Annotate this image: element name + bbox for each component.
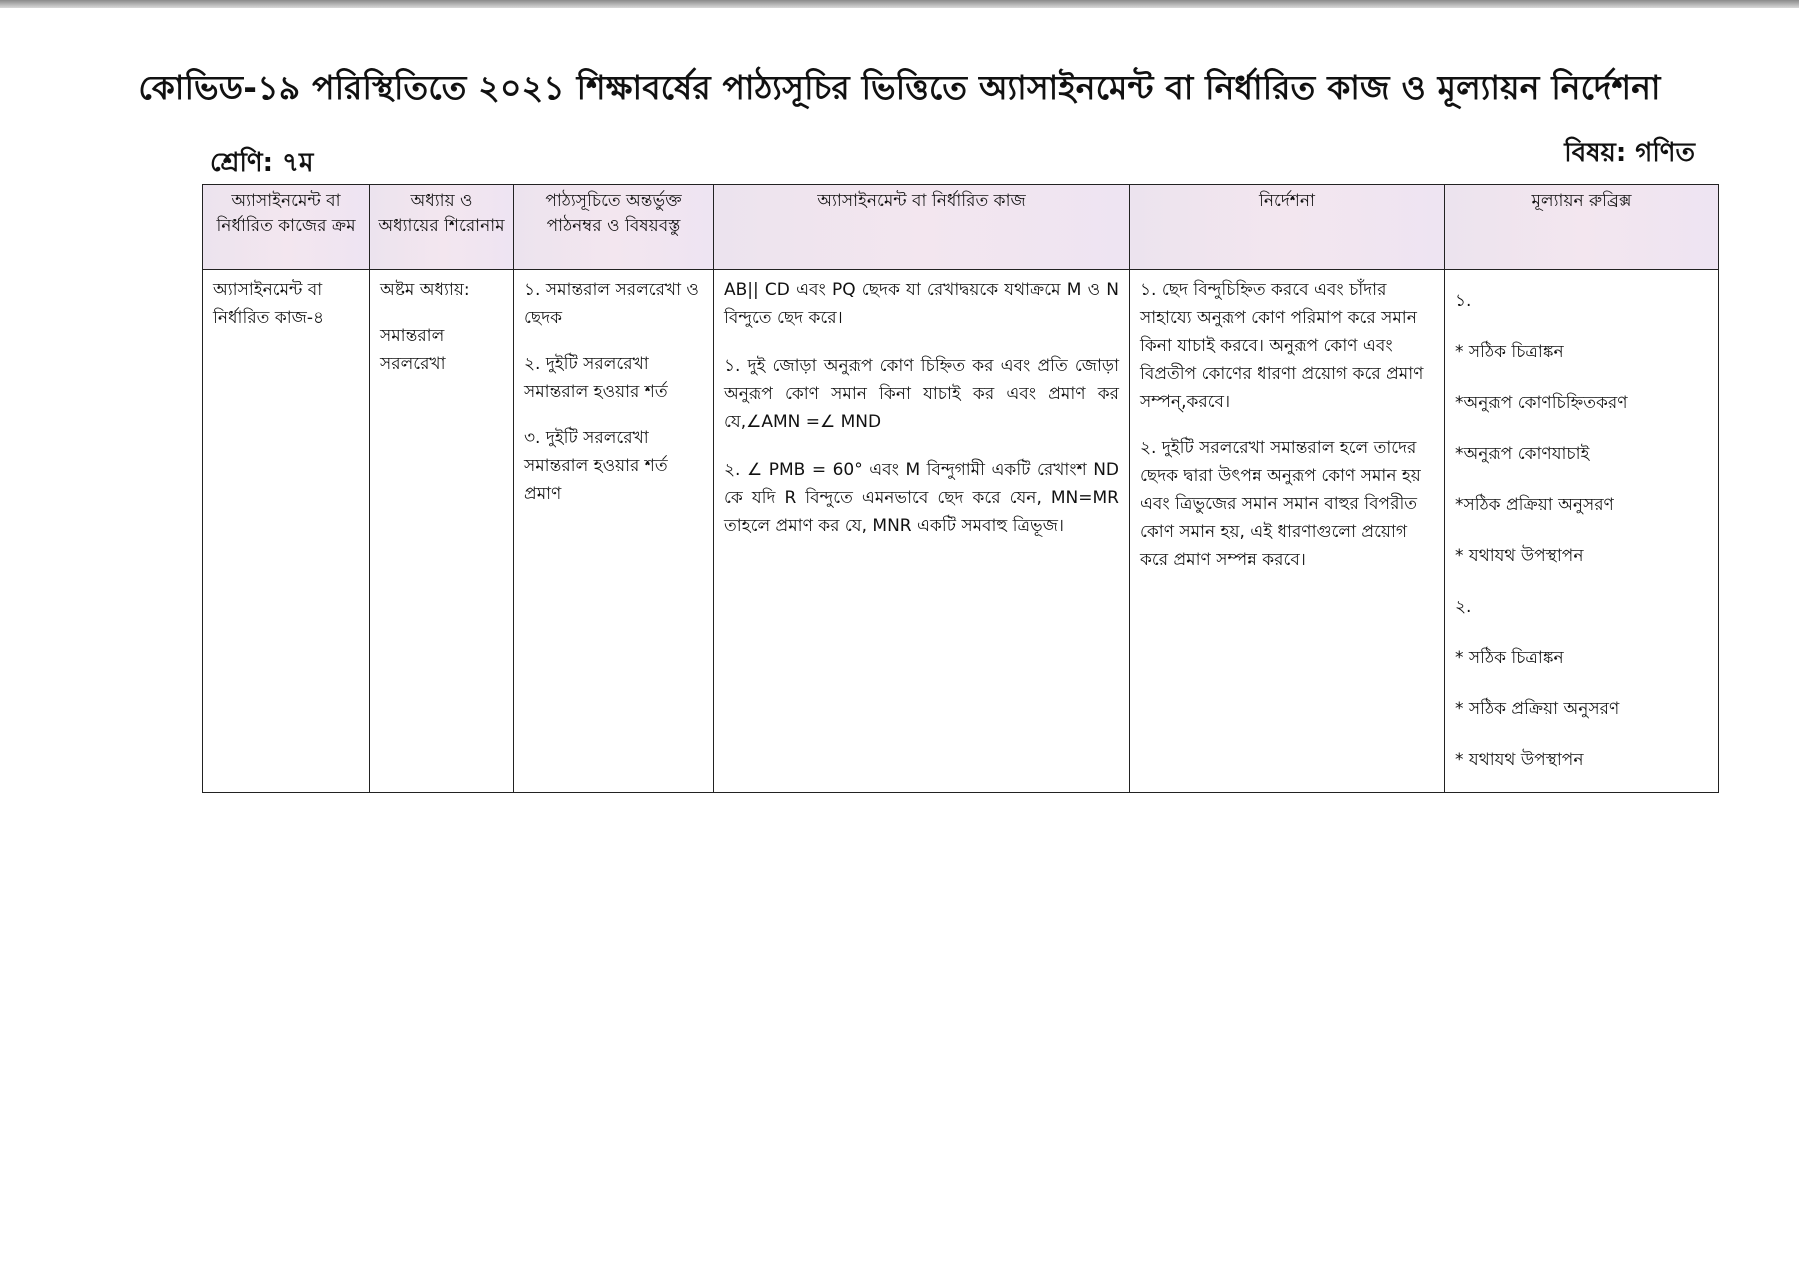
- rubric-item: * যথাযথ উপস্থাপন: [1455, 546, 1584, 566]
- table-header-row: [203, 185, 1719, 270]
- cell-assignment-no: [203, 270, 370, 793]
- table-row: [203, 270, 1719, 793]
- cell-chapter: [370, 270, 514, 793]
- cell-rubrics: [1445, 270, 1719, 793]
- lesson-item: ২. দুইটি সরলরেখা সমান্তরাল হওয়ার শর্ত: [524, 354, 668, 402]
- header-guidelines: নির্দেশনা: [1130, 185, 1445, 270]
- cell-lessons: [514, 270, 714, 793]
- scan-top-edge: [0, 0, 1799, 8]
- rubric-item: ১.: [1455, 291, 1472, 311]
- cell-guidelines: [1130, 270, 1445, 793]
- rubric-item: *সঠিক প্রক্রিয়া অনুসরণ: [1455, 495, 1614, 515]
- class-label: শ্রেণি: ৭ম: [210, 148, 314, 178]
- rubric-item: * যথাযথ উপস্থাপন: [1455, 750, 1584, 770]
- header-assignment-no: অ্যাসাইনমেন্ট বা নির্ধারিত কাজের ক্রম: [203, 185, 370, 270]
- cell-task: [714, 270, 1130, 793]
- page-title: কোভিড-১৯ পরিস্থিতিতে ২০২১ শিক্ষাবর্ষের পাঠ্যসূচির ভিত্তিতে অ্যাসাইনমেন্ট বা নির্ধারিত কাজ ও মূল্যায়ন নির্দেশনা: [138, 68, 1661, 107]
- subject-label: বিষয়: গণিত: [1564, 138, 1695, 168]
- assignment-table: [202, 184, 1719, 793]
- lesson-item: ১. সমান্তরাল সরলরেখা ও ছেদক: [524, 280, 699, 328]
- rubric-item: * সঠিক প্রক্রিয়া অনুসরণ: [1455, 699, 1620, 719]
- header-rubrics: মূল্যায়ন রুব্রিক্স: [1445, 185, 1719, 270]
- header-chapter: অধ্যায় ও অধ্যায়ের শিরোনাম: [370, 185, 514, 270]
- chapter-title: সমান্তরাল সরলরেখা: [380, 326, 446, 374]
- task-question-1: ১. দুই জোড়া অনুরূপ কোণ চিহ্নিত কর এবং প্রতি জোড়া অনুরূপ কোণ সমান কিনা যাচাই কর এবং প্রমাণ কর যে,∠AMN =∠ MND: [724, 356, 1119, 432]
- guideline-item: ১. ছেদ বিন্দুচিহ্নিত করবে এবং চাঁদার সাহায্যে অনুরূপ কোণ পরিমাপ করে সমান কিনা যাচাই করবে। অনুরূপ কোণ এবং বিপ্রতীপ কোণের ধারণা প্রয়োগ করে প্রমাণ সম্পন্,করবে।: [1140, 280, 1424, 412]
- rubric-item: * সঠিক চিত্রাঙ্কন: [1455, 648, 1564, 668]
- header-task: অ্যাসাইনমেন্ট বা নির্ধারিত কাজ: [714, 185, 1130, 270]
- rubric-item: *অনুরূপ কোণযাচাই: [1455, 444, 1590, 464]
- header-lessons: পাঠ্যসূচিতে অন্তর্ভুক্ত পাঠনম্বর ও বিষয়বস্তু: [514, 185, 714, 270]
- task-intro: AB|| CD এবং PQ ছেদক যা রেখাদ্বয়কে যথাক্রমে M ও N বিন্দুতে ছেদ করে।: [724, 280, 1119, 328]
- rubric-item: ২.: [1455, 597, 1472, 617]
- chapter-number: অষ্টম অধ্যায়:: [380, 280, 470, 300]
- assignment-no-text: অ্যাসাইনমেন্ট বা নির্ধারিত কাজ-৪: [213, 280, 325, 328]
- guideline-item: ২. দুইটি সরলরেখা সমান্তরাল হলে তাদের ছেদক দ্বারা উৎপন্ন অনুরূপ কোণ সমান হয় এবং ত্রিভুজের সমান সমান বাহুর বিপরীত কোণ সমান হয়, এই ধারণাগুলো প্রয়োগ করে প্রমাণ সম্পন্ন করবে।: [1140, 438, 1421, 570]
- rubric-item: * সঠিক চিত্রাঙ্কন: [1455, 342, 1564, 362]
- lesson-item: ৩. দুইটি সরলরেখা সমান্তরাল হওয়ার শর্ত প্রমাণ: [524, 428, 668, 504]
- task-question-2: ২. ∠ PMB = 60° এবং M বিন্দুগামী একটি রেখাংশ ND কে যদি R বিন্দুতে এমনভাবে ছেদ করে যেন, MN=MR তাহলে প্রমাণ কর যে, MNR একটি সমবাহু ত্রিভূজ।: [724, 460, 1119, 536]
- rubric-item: *অনুরূপ কোণচিহ্নিতকরণ: [1455, 393, 1628, 413]
